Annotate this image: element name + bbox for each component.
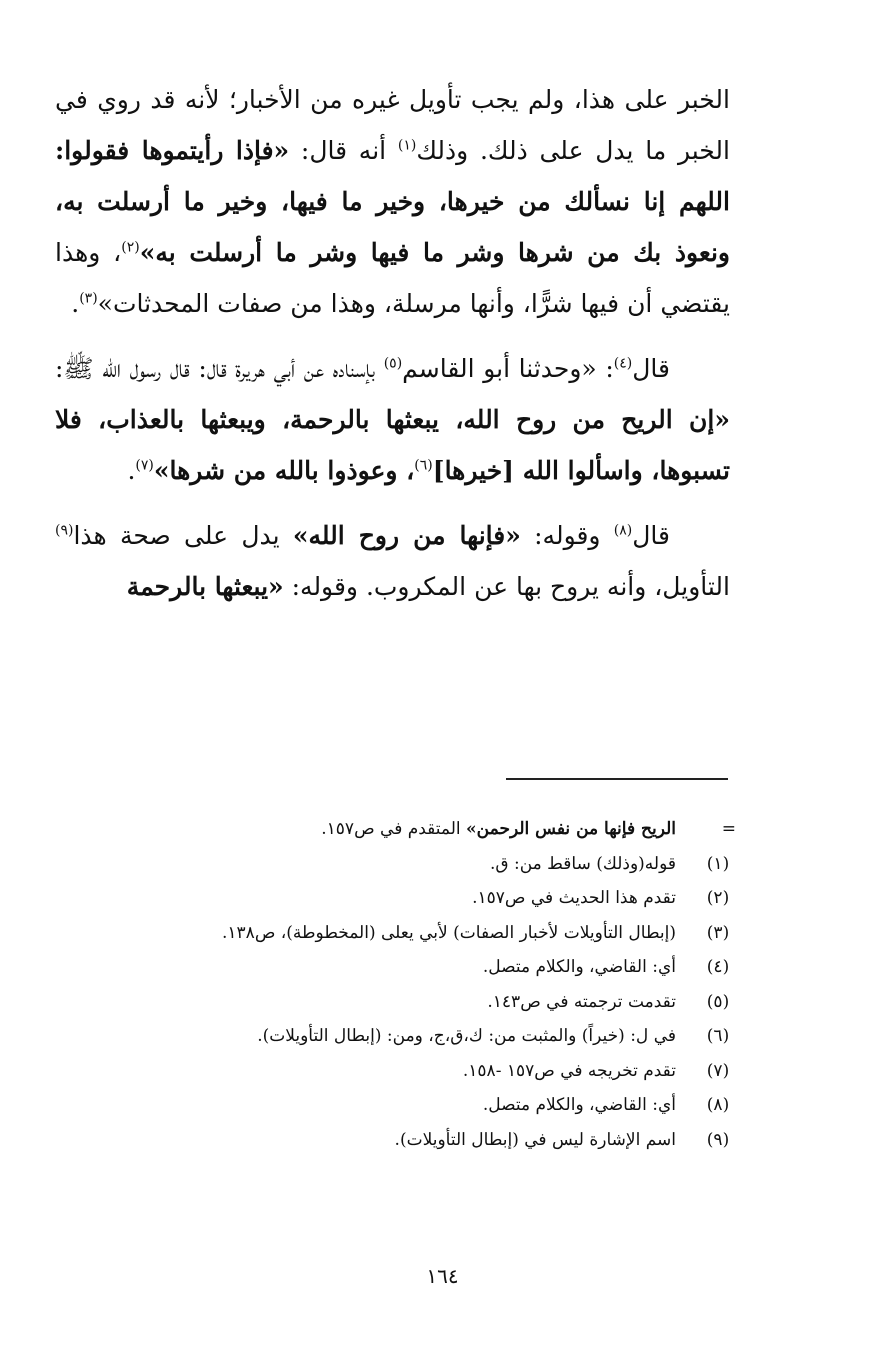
footnote-ref-6: (٦) — [414, 457, 433, 474]
hadith-quote: ، وعوذوا بالله من شرها» — [153, 456, 415, 485]
footnote-text: تقدمت ترجمته في ص١٤٣. — [487, 991, 676, 1012]
footnote-item — [120, 985, 740, 1020]
paragraph-2 — [55, 343, 730, 496]
footnote-text: تقدم تخريجه في ص١٥٧ -١٥٨. — [462, 1060, 676, 1081]
footnote-number: (٢) — [706, 888, 730, 908]
footnote-item — [120, 1123, 740, 1158]
text-run: قال — [632, 354, 670, 383]
footnote-text: المتقدم في ص١٥٧. — [321, 819, 467, 839]
footnote-item — [120, 950, 740, 985]
footnote-ref-4: (٤) — [613, 355, 633, 372]
continuation-mark: = — [721, 819, 736, 839]
text-run: . — [71, 289, 80, 318]
footnote-item — [120, 881, 740, 916]
footnote-text: قوله(وذلك) ساقط من: ق. — [489, 853, 676, 874]
hadith-quote: «فإذا رأيتموها فقولوا: اللهم إنا نسألك من خيرها، وخير ما فيها، وخير ما أرسلت به، ونعوذ بك من شرها وشر ما فيها وشر ما أرسلت به» — [55, 136, 730, 267]
footnote-number: (١) — [706, 853, 730, 874]
footnote-number: (٩) — [706, 1129, 730, 1150]
page-number: ١٦٤ — [426, 1264, 459, 1288]
footnote-ref-8: (٨) — [613, 522, 633, 539]
footnote-number: (٣) — [706, 922, 730, 943]
main-text — [55, 74, 730, 626]
footnote-continuation — [120, 812, 740, 847]
footnote-item — [120, 1019, 740, 1054]
footnote-item — [120, 847, 740, 882]
footnote-text: (إبطال التأويلات لأخبار الصفات) لأبي يعلى (المخطوطة)، ص١٣٨. — [222, 922, 676, 943]
hadith-quote: «فإنها من روح الله» — [292, 521, 521, 550]
footnote-number: (٨) — [706, 1095, 730, 1115]
text-run: قال — [632, 521, 670, 550]
text-run: وقوله: — [520, 521, 614, 550]
paragraph-1 — [55, 74, 730, 329]
footnote-text: أي: القاضي، والكلام متصل. — [482, 1095, 676, 1115]
hadith-quote: «يبعثها بالرحمة — [126, 572, 284, 601]
footnote-bold-text: الريح فإنها من نفس الرحمن» — [466, 819, 676, 839]
text-run: بإسناده عن أبي هريرة قال: قال رسول الله ﷺ: — [55, 354, 384, 383]
text-run: يدل على صحة هذا — [73, 521, 293, 550]
text-run: الخبر على هذا، ولم يجب تأويل غيره من الأخبار؛ لأنه قد روي في الخبر ما يدل على ذلك. وذلك — [55, 85, 730, 165]
footnote-ref-3: (٣) — [79, 290, 98, 307]
footnote-item — [120, 1054, 740, 1089]
footnote-ref-1: (١) — [397, 137, 417, 154]
footnote-number: (٧) — [706, 1060, 730, 1081]
paragraph-3 — [55, 510, 730, 612]
footnote-number: (٥) — [706, 991, 730, 1012]
footnote-text: تقدم هذا الحديث في ص١٥٧. — [472, 888, 676, 908]
footnote-text: أي: القاضي، والكلام متصل. — [482, 957, 676, 977]
text-run: أنه قال: — [289, 136, 398, 165]
text-run: التأويل، وأنه يروح بها عن المكروب. وقوله: — [283, 572, 730, 601]
footnote-item — [120, 916, 740, 951]
footnote-separator — [506, 778, 728, 780]
footnotes — [120, 812, 740, 1157]
hadith-quote: «إن الريح من روح الله، يبعثها بالرحمة، ويبعثها بالعذاب، فلا تسبوها، واسألوا الله [خيرها] — [55, 405, 730, 485]
footnote-item — [120, 1088, 740, 1123]
footnote-ref-9: (٩) — [55, 522, 74, 539]
text-run: . — [127, 456, 136, 485]
footnote-text: اسم الإشارة ليس في (إبطال التأويلات). — [394, 1129, 676, 1150]
text-run: ، وهذا يقتضي أن فيها شرًّا، وأنها مرسلة، وهذا من صفات المحدثات» — [55, 238, 730, 318]
text-run: : «وحدثنا أبو القاسم — [402, 354, 614, 383]
footnote-ref-2: (٢) — [121, 239, 140, 256]
footnote-number: (٤) — [706, 957, 730, 977]
footnote-ref-5: (٥) — [383, 355, 403, 372]
footnote-number: (٦) — [706, 1026, 730, 1046]
footnote-text: في ل: (خيراً) والمثبت من: ك،ق،ج، ومن: (إبطال التأويلات). — [257, 1026, 676, 1046]
footnote-ref-7: (٧) — [135, 457, 154, 474]
